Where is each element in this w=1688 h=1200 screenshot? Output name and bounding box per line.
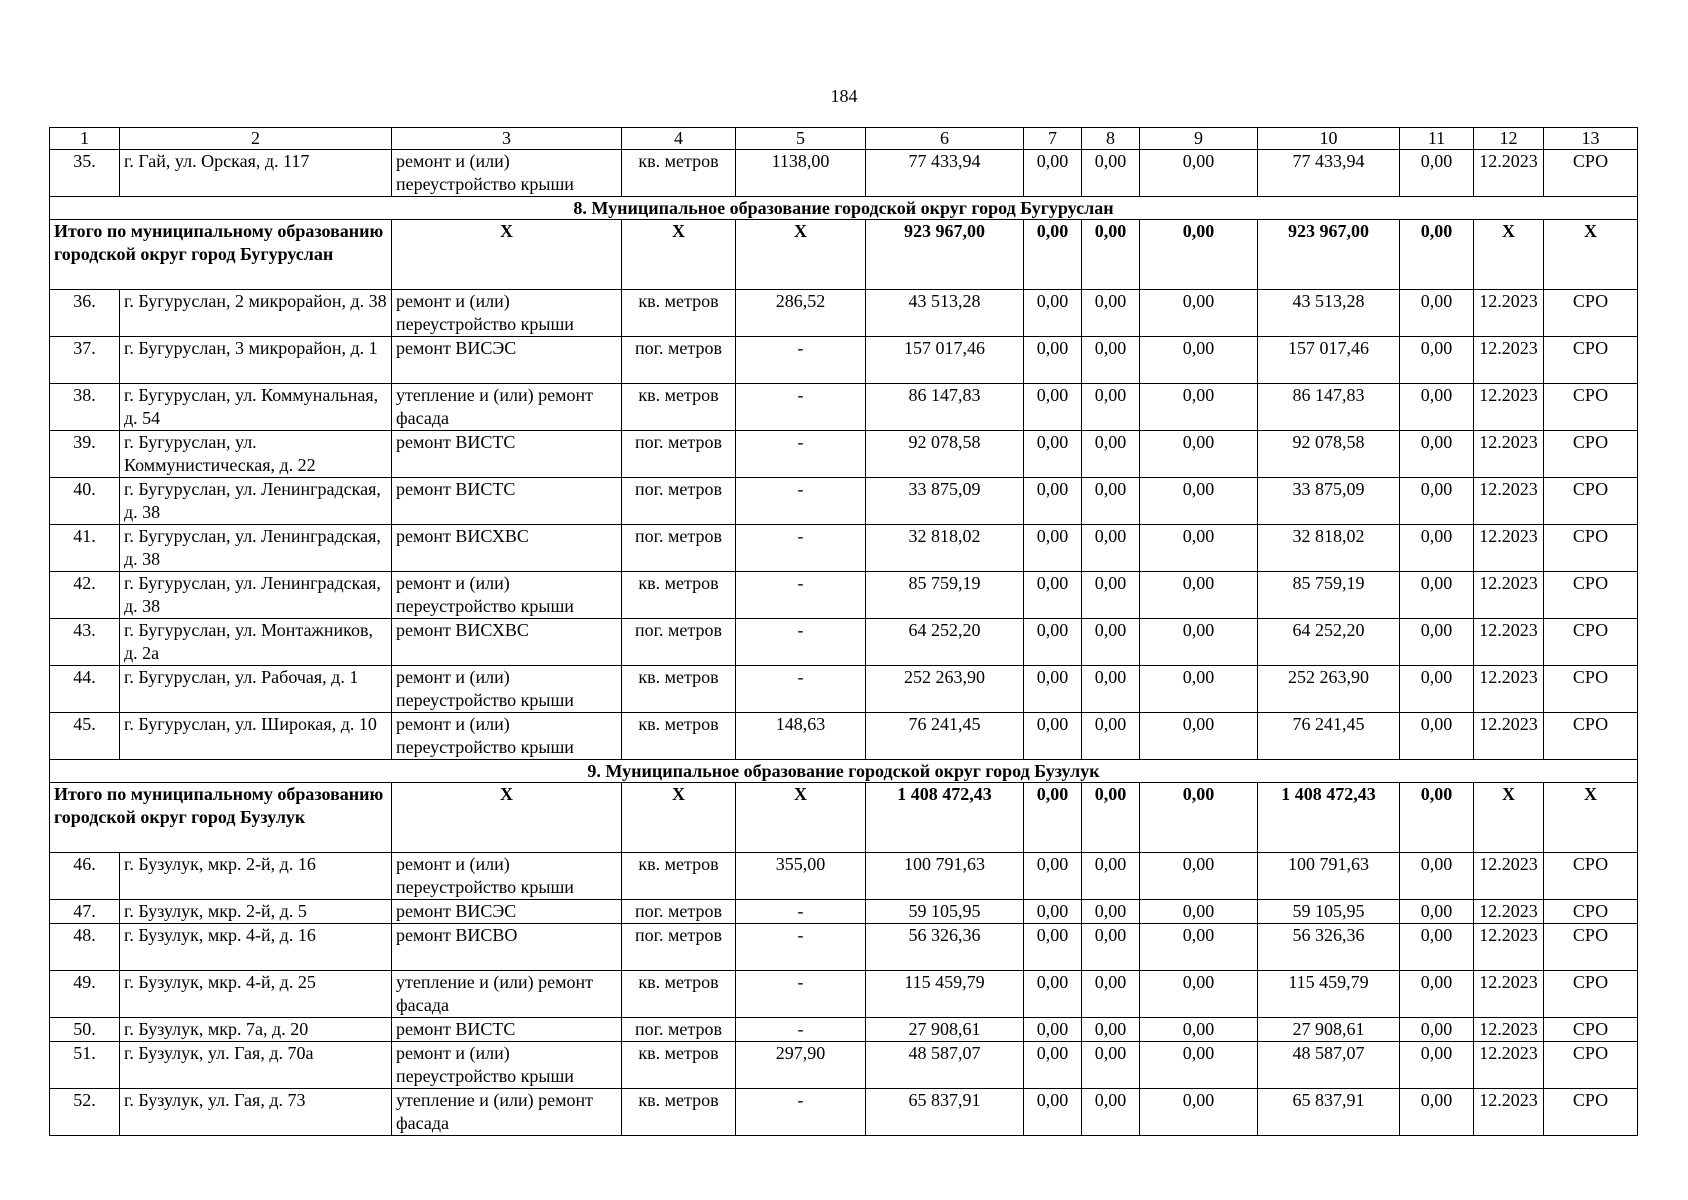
- operator-cell: СРО: [1544, 666, 1638, 713]
- other-cost-cell: 0,00: [1400, 900, 1474, 924]
- address-cell: г. Бузулук, мкр. 7а, д. 20: [120, 1018, 392, 1042]
- local-cost-cell: 0,00: [1140, 1042, 1258, 1089]
- completion-date-cell: 12.2023: [1474, 924, 1544, 971]
- local-cost-cell: 0,00: [1140, 525, 1258, 572]
- local-cost-cell: 0,00: [1140, 572, 1258, 619]
- row-number-cell: 42.: [50, 572, 120, 619]
- row-number-cell: 49.: [50, 971, 120, 1018]
- unit-cell: кв. метров: [622, 572, 736, 619]
- completion-date-cell: 12.2023: [1474, 1018, 1544, 1042]
- area-cell: -: [736, 666, 866, 713]
- work-type-cell: ремонт и (или) переустройство крыши: [392, 290, 622, 337]
- unit-cell: кв. метров: [622, 1042, 736, 1089]
- owners-cost-cell: 252 263,90: [1258, 666, 1400, 713]
- unit-cell: кв. метров: [622, 384, 736, 431]
- completion-date-cell: 12.2023: [1474, 853, 1544, 900]
- header-cell: 1: [50, 128, 120, 150]
- fund-cost-cell: 0,00: [1024, 1018, 1082, 1042]
- owners-cost-cell: 48 587,07: [1258, 1042, 1400, 1089]
- total-cost-cell: 85 759,19: [866, 572, 1024, 619]
- fund-cost-cell: 0,00: [1024, 431, 1082, 478]
- total-row: [50, 783, 1638, 853]
- address-cell: г. Гай, ул. Орская, д. 117: [120, 150, 392, 197]
- fund-cost-cell: 0,00: [1024, 924, 1082, 971]
- fund-cost-cell: 0,00: [1024, 1042, 1082, 1089]
- table-row: [50, 666, 1638, 713]
- other-cost-cell: 0,00: [1400, 619, 1474, 666]
- total-cost-cell: 33 875,09: [866, 478, 1024, 525]
- table-row: [50, 337, 1638, 384]
- completion-date-cell: 12.2023: [1474, 337, 1544, 384]
- area-cell: -: [736, 478, 866, 525]
- other-cost-cell: 0,00: [1400, 384, 1474, 431]
- table-row: [50, 619, 1638, 666]
- regional-cost-cell: 0,00: [1082, 150, 1140, 197]
- work-type-cell: ремонт ВИСХВС: [392, 619, 622, 666]
- unit-cell: пог. метров: [622, 431, 736, 478]
- section-title: 8. Муниципальное образование городской округ город Бугуруслан: [50, 197, 1638, 220]
- other-cost-cell: 0,00: [1400, 924, 1474, 971]
- regional-cost-cell: 0,00: [1082, 900, 1140, 924]
- address-cell: г. Бузулук, мкр. 4-й, д. 16: [120, 924, 392, 971]
- table-row: [50, 900, 1638, 924]
- section-title: 9. Муниципальное образование городской округ город Бузулук: [50, 760, 1638, 783]
- table-row: [50, 431, 1638, 478]
- total-total-cost: 1 408 472,43: [866, 783, 1024, 853]
- row-number-cell: 52.: [50, 1089, 120, 1136]
- fund-cost-cell: 0,00: [1024, 525, 1082, 572]
- row-number-cell: 41.: [50, 525, 120, 572]
- column-number-header: [50, 128, 1638, 150]
- completion-date-cell: 12.2023: [1474, 1089, 1544, 1136]
- local-cost-cell: 0,00: [1140, 900, 1258, 924]
- other-cost-cell: 0,00: [1400, 290, 1474, 337]
- table-row: [50, 924, 1638, 971]
- operator-cell: СРО: [1544, 525, 1638, 572]
- repair-plan-table: [49, 127, 1638, 1136]
- local-cost-cell: 0,00: [1140, 713, 1258, 760]
- work-type-cell: ремонт и (или) переустройство крыши: [392, 1042, 622, 1089]
- work-type-cell: ремонт ВИСВО: [392, 924, 622, 971]
- completion-date-cell: 12.2023: [1474, 525, 1544, 572]
- owners-cost-cell: 65 837,91: [1258, 1089, 1400, 1136]
- operator-cell: СРО: [1544, 1018, 1638, 1042]
- total-cost-cell: 77 433,94: [866, 150, 1024, 197]
- operator-cell: СРО: [1544, 713, 1638, 760]
- regional-cost-cell: 0,00: [1082, 853, 1140, 900]
- table-row: [50, 713, 1638, 760]
- row-number-cell: 44.: [50, 666, 120, 713]
- table-row: [50, 1042, 1638, 1089]
- table-row: [50, 290, 1638, 337]
- other-cost-cell: 0,00: [1400, 1018, 1474, 1042]
- table-row: [50, 478, 1638, 525]
- completion-date-cell: 12.2023: [1474, 478, 1544, 525]
- total-cost-cell: 76 241,45: [866, 713, 1024, 760]
- unit-cell: кв. метров: [622, 1089, 736, 1136]
- other-cost-cell: 0,00: [1400, 666, 1474, 713]
- regional-cost-cell: 0,00: [1082, 1018, 1140, 1042]
- total-cost-cell: 32 818,02: [866, 525, 1024, 572]
- total-cost-cell: 157 017,46: [866, 337, 1024, 384]
- work-type-cell: ремонт ВИСТС: [392, 1018, 622, 1042]
- owners-cost-cell: 100 791,63: [1258, 853, 1400, 900]
- completion-date-cell: 12.2023: [1474, 1042, 1544, 1089]
- address-cell: г. Бугуруслан, ул. Ленинградская, д. 38: [120, 478, 392, 525]
- row-number-cell: 37.: [50, 337, 120, 384]
- unit-cell: пог. метров: [622, 1018, 736, 1042]
- total-label: Итого по муниципальному образованию городской округ город Бузулук: [50, 783, 392, 853]
- header-cell: 4: [622, 128, 736, 150]
- total-work-type: X: [392, 220, 622, 290]
- table-row: [50, 150, 1638, 197]
- total-completion-date: X: [1474, 783, 1544, 853]
- row-number-cell: 35.: [50, 150, 120, 197]
- header-cell: 13: [1544, 128, 1638, 150]
- owners-cost-cell: 76 241,45: [1258, 713, 1400, 760]
- address-cell: г. Бугуруслан, ул. Рабочая, д. 1: [120, 666, 392, 713]
- header-cell: 11: [1400, 128, 1474, 150]
- local-cost-cell: 0,00: [1140, 619, 1258, 666]
- work-type-cell: ремонт ВИСХВС: [392, 525, 622, 572]
- regional-cost-cell: 0,00: [1082, 666, 1140, 713]
- total-cost-cell: 56 326,36: [866, 924, 1024, 971]
- total-local-cost: 0,00: [1140, 220, 1258, 290]
- header-cell: 3: [392, 128, 622, 150]
- fund-cost-cell: 0,00: [1024, 290, 1082, 337]
- fund-cost-cell: 0,00: [1024, 713, 1082, 760]
- area-cell: 286,52: [736, 290, 866, 337]
- work-type-cell: ремонт и (или) переустройство крыши: [392, 150, 622, 197]
- fund-cost-cell: 0,00: [1024, 853, 1082, 900]
- regional-cost-cell: 0,00: [1082, 525, 1140, 572]
- completion-date-cell: 12.2023: [1474, 666, 1544, 713]
- regional-cost-cell: 0,00: [1082, 619, 1140, 666]
- total-owners-cost: 923 967,00: [1258, 220, 1400, 290]
- total-other-cost: 0,00: [1400, 220, 1474, 290]
- owners-cost-cell: 92 078,58: [1258, 431, 1400, 478]
- header-cell: 10: [1258, 128, 1400, 150]
- operator-cell: СРО: [1544, 971, 1638, 1018]
- other-cost-cell: 0,00: [1400, 572, 1474, 619]
- local-cost-cell: 0,00: [1140, 337, 1258, 384]
- local-cost-cell: 0,00: [1140, 1018, 1258, 1042]
- section-header-row: [50, 760, 1638, 783]
- area-cell: -: [736, 900, 866, 924]
- other-cost-cell: 0,00: [1400, 971, 1474, 1018]
- section-header-row: [50, 197, 1638, 220]
- table-row: [50, 572, 1638, 619]
- operator-cell: СРО: [1544, 290, 1638, 337]
- other-cost-cell: 0,00: [1400, 1089, 1474, 1136]
- fund-cost-cell: 0,00: [1024, 478, 1082, 525]
- total-cost-cell: 86 147,83: [866, 384, 1024, 431]
- row-number-cell: 47.: [50, 900, 120, 924]
- work-type-cell: утепление и (или) ремонт фасада: [392, 384, 622, 431]
- address-cell: г. Бугуруслан, 3 микрорайон, д. 1: [120, 337, 392, 384]
- area-cell: -: [736, 1089, 866, 1136]
- address-cell: г. Бугуруслан, ул. Коммунальная, д. 54: [120, 384, 392, 431]
- local-cost-cell: 0,00: [1140, 853, 1258, 900]
- total-owners-cost: 1 408 472,43: [1258, 783, 1400, 853]
- total-cost-cell: 59 105,95: [866, 900, 1024, 924]
- table-row: [50, 1089, 1638, 1136]
- total-regional-cost: 0,00: [1082, 220, 1140, 290]
- row-number-cell: 51.: [50, 1042, 120, 1089]
- unit-cell: пог. метров: [622, 478, 736, 525]
- total-cost-cell: 48 587,07: [866, 1042, 1024, 1089]
- page-number: 184: [830, 86, 858, 106]
- work-type-cell: ремонт ВИСТС: [392, 478, 622, 525]
- completion-date-cell: 12.2023: [1474, 900, 1544, 924]
- total-cost-cell: 92 078,58: [866, 431, 1024, 478]
- operator-cell: СРО: [1544, 619, 1638, 666]
- fund-cost-cell: 0,00: [1024, 150, 1082, 197]
- address-cell: г. Бузулук, ул. Гая, д. 70а: [120, 1042, 392, 1089]
- regional-cost-cell: 0,00: [1082, 1089, 1140, 1136]
- regional-cost-cell: 0,00: [1082, 713, 1140, 760]
- owners-cost-cell: 59 105,95: [1258, 900, 1400, 924]
- total-row: [50, 220, 1638, 290]
- owners-cost-cell: 27 908,61: [1258, 1018, 1400, 1042]
- area-cell: -: [736, 572, 866, 619]
- unit-cell: кв. метров: [622, 713, 736, 760]
- unit-cell: кв. метров: [622, 150, 736, 197]
- row-number-cell: 40.: [50, 478, 120, 525]
- unit-cell: пог. метров: [622, 619, 736, 666]
- owners-cost-cell: 86 147,83: [1258, 384, 1400, 431]
- work-type-cell: утепление и (или) ремонт фасада: [392, 1089, 622, 1136]
- operator-cell: СРО: [1544, 337, 1638, 384]
- total-cost-cell: 64 252,20: [866, 619, 1024, 666]
- work-type-cell: ремонт и (или) переустройство крыши: [392, 853, 622, 900]
- local-cost-cell: 0,00: [1140, 971, 1258, 1018]
- area-cell: 297,90: [736, 1042, 866, 1089]
- operator-cell: СРО: [1544, 900, 1638, 924]
- completion-date-cell: 12.2023: [1474, 572, 1544, 619]
- header-cell: 8: [1082, 128, 1140, 150]
- area-cell: 355,00: [736, 853, 866, 900]
- header-cell: 9: [1140, 128, 1258, 150]
- address-cell: г. Бузулук, ул. Гая, д. 73: [120, 1089, 392, 1136]
- area-cell: -: [736, 1018, 866, 1042]
- total-total-cost: 923 967,00: [866, 220, 1024, 290]
- completion-date-cell: 12.2023: [1474, 971, 1544, 1018]
- header-cell: 7: [1024, 128, 1082, 150]
- local-cost-cell: 0,00: [1140, 384, 1258, 431]
- regional-cost-cell: 0,00: [1082, 572, 1140, 619]
- operator-cell: СРО: [1544, 150, 1638, 197]
- area-cell: -: [736, 384, 866, 431]
- row-number-cell: 50.: [50, 1018, 120, 1042]
- operator-cell: СРО: [1544, 572, 1638, 619]
- table-row: [50, 971, 1638, 1018]
- fund-cost-cell: 0,00: [1024, 337, 1082, 384]
- local-cost-cell: 0,00: [1140, 431, 1258, 478]
- total-area: X: [736, 783, 866, 853]
- operator-cell: СРО: [1544, 1042, 1638, 1089]
- operator-cell: СРО: [1544, 431, 1638, 478]
- total-cost-cell: 65 837,91: [866, 1089, 1024, 1136]
- fund-cost-cell: 0,00: [1024, 900, 1082, 924]
- address-cell: г. Бузулук, мкр. 4-й, д. 25: [120, 971, 392, 1018]
- area-cell: -: [736, 619, 866, 666]
- header-cell: 6: [866, 128, 1024, 150]
- total-cost-cell: 27 908,61: [866, 1018, 1024, 1042]
- fund-cost-cell: 0,00: [1024, 619, 1082, 666]
- total-operator: X: [1544, 783, 1638, 853]
- fund-cost-cell: 0,00: [1024, 666, 1082, 713]
- local-cost-cell: 0,00: [1140, 1089, 1258, 1136]
- owners-cost-cell: 85 759,19: [1258, 572, 1400, 619]
- fund-cost-cell: 0,00: [1024, 572, 1082, 619]
- owners-cost-cell: 33 875,09: [1258, 478, 1400, 525]
- total-cost-cell: 115 459,79: [866, 971, 1024, 1018]
- total-unit: X: [622, 783, 736, 853]
- total-completion-date: X: [1474, 220, 1544, 290]
- completion-date-cell: 12.2023: [1474, 150, 1544, 197]
- area-cell: -: [736, 971, 866, 1018]
- other-cost-cell: 0,00: [1400, 150, 1474, 197]
- area-cell: 1138,00: [736, 150, 866, 197]
- local-cost-cell: 0,00: [1140, 478, 1258, 525]
- total-operator: X: [1544, 220, 1638, 290]
- completion-date-cell: 12.2023: [1474, 384, 1544, 431]
- local-cost-cell: 0,00: [1140, 666, 1258, 713]
- unit-cell: кв. метров: [622, 853, 736, 900]
- total-area: X: [736, 220, 866, 290]
- address-cell: г. Бугуруслан, ул. Коммунистическая, д. 22: [120, 431, 392, 478]
- owners-cost-cell: 157 017,46: [1258, 337, 1400, 384]
- other-cost-cell: 0,00: [1400, 853, 1474, 900]
- table-body: [50, 128, 1638, 1136]
- local-cost-cell: 0,00: [1140, 924, 1258, 971]
- area-cell: 148,63: [736, 713, 866, 760]
- owners-cost-cell: 56 326,36: [1258, 924, 1400, 971]
- total-cost-cell: 43 513,28: [866, 290, 1024, 337]
- work-type-cell: ремонт ВИСЭС: [392, 900, 622, 924]
- local-cost-cell: 0,00: [1140, 150, 1258, 197]
- regional-cost-cell: 0,00: [1082, 924, 1140, 971]
- owners-cost-cell: 115 459,79: [1258, 971, 1400, 1018]
- total-fund-cost: 0,00: [1024, 220, 1082, 290]
- regional-cost-cell: 0,00: [1082, 290, 1140, 337]
- local-cost-cell: 0,00: [1140, 290, 1258, 337]
- regional-cost-cell: 0,00: [1082, 337, 1140, 384]
- owners-cost-cell: 32 818,02: [1258, 525, 1400, 572]
- area-cell: -: [736, 337, 866, 384]
- address-cell: г. Бузулук, мкр. 2-й, д. 16: [120, 853, 392, 900]
- other-cost-cell: 0,00: [1400, 431, 1474, 478]
- row-number-cell: 38.: [50, 384, 120, 431]
- unit-cell: кв. метров: [622, 971, 736, 1018]
- address-cell: г. Бузулук, мкр. 2-й, д. 5: [120, 900, 392, 924]
- area-cell: -: [736, 924, 866, 971]
- total-cost-cell: 100 791,63: [866, 853, 1024, 900]
- regional-cost-cell: 0,00: [1082, 1042, 1140, 1089]
- fund-cost-cell: 0,00: [1024, 971, 1082, 1018]
- total-cost-cell: 252 263,90: [866, 666, 1024, 713]
- owners-cost-cell: 64 252,20: [1258, 619, 1400, 666]
- completion-date-cell: 12.2023: [1474, 431, 1544, 478]
- completion-date-cell: 12.2023: [1474, 290, 1544, 337]
- fund-cost-cell: 0,00: [1024, 384, 1082, 431]
- regional-cost-cell: 0,00: [1082, 971, 1140, 1018]
- address-cell: г. Бугуруслан, ул. Ленинградская, д. 38: [120, 525, 392, 572]
- table-row: [50, 853, 1638, 900]
- total-fund-cost: 0,00: [1024, 783, 1082, 853]
- row-number-cell: 36.: [50, 290, 120, 337]
- owners-cost-cell: 43 513,28: [1258, 290, 1400, 337]
- address-cell: г. Бугуруслан, ул. Широкая, д. 10: [120, 713, 392, 760]
- table-row: [50, 1018, 1638, 1042]
- row-number-cell: 48.: [50, 924, 120, 971]
- other-cost-cell: 0,00: [1400, 337, 1474, 384]
- total-unit: X: [622, 220, 736, 290]
- work-type-cell: ремонт и (или) переустройство крыши: [392, 713, 622, 760]
- total-regional-cost: 0,00: [1082, 783, 1140, 853]
- work-type-cell: утепление и (или) ремонт фасада: [392, 971, 622, 1018]
- row-number-cell: 39.: [50, 431, 120, 478]
- work-type-cell: ремонт и (или) переустройство крыши: [392, 666, 622, 713]
- regional-cost-cell: 0,00: [1082, 384, 1140, 431]
- header-cell: 5: [736, 128, 866, 150]
- row-number-cell: 45.: [50, 713, 120, 760]
- address-cell: г. Бугуруслан, 2 микрорайон, д. 38: [120, 290, 392, 337]
- unit-cell: кв. метров: [622, 666, 736, 713]
- work-type-cell: ремонт ВИСЭС: [392, 337, 622, 384]
- unit-cell: пог. метров: [622, 900, 736, 924]
- operator-cell: СРО: [1544, 478, 1638, 525]
- operator-cell: СРО: [1544, 1089, 1638, 1136]
- unit-cell: кв. метров: [622, 290, 736, 337]
- work-type-cell: ремонт и (или) переустройство крыши: [392, 572, 622, 619]
- header-cell: 2: [120, 128, 392, 150]
- work-type-cell: ремонт ВИСТС: [392, 431, 622, 478]
- total-local-cost: 0,00: [1140, 783, 1258, 853]
- address-cell: г. Бугуруслан, ул. Ленинградская, д. 38: [120, 572, 392, 619]
- total-work-type: X: [392, 783, 622, 853]
- table-row: [50, 525, 1638, 572]
- completion-date-cell: 12.2023: [1474, 713, 1544, 760]
- other-cost-cell: 0,00: [1400, 525, 1474, 572]
- other-cost-cell: 0,00: [1400, 713, 1474, 760]
- other-cost-cell: 0,00: [1400, 478, 1474, 525]
- table-row: [50, 384, 1638, 431]
- fund-cost-cell: 0,00: [1024, 1089, 1082, 1136]
- regional-cost-cell: 0,00: [1082, 431, 1140, 478]
- owners-cost-cell: 77 433,94: [1258, 150, 1400, 197]
- unit-cell: пог. метров: [622, 337, 736, 384]
- area-cell: -: [736, 525, 866, 572]
- regional-cost-cell: 0,00: [1082, 478, 1140, 525]
- row-number-cell: 46.: [50, 853, 120, 900]
- area-cell: -: [736, 431, 866, 478]
- address-cell: г. Бугуруслан, ул. Монтажников, д. 2а: [120, 619, 392, 666]
- row-number-cell: 43.: [50, 619, 120, 666]
- total-other-cost: 0,00: [1400, 783, 1474, 853]
- completion-date-cell: 12.2023: [1474, 619, 1544, 666]
- total-label: Итого по муниципальному образованию городской округ город Бугуруслан: [50, 220, 392, 290]
- other-cost-cell: 0,00: [1400, 1042, 1474, 1089]
- unit-cell: пог. метров: [622, 924, 736, 971]
- operator-cell: СРО: [1544, 924, 1638, 971]
- header-cell: 12: [1474, 128, 1544, 150]
- unit-cell: пог. метров: [622, 525, 736, 572]
- operator-cell: СРО: [1544, 853, 1638, 900]
- operator-cell: СРО: [1544, 384, 1638, 431]
